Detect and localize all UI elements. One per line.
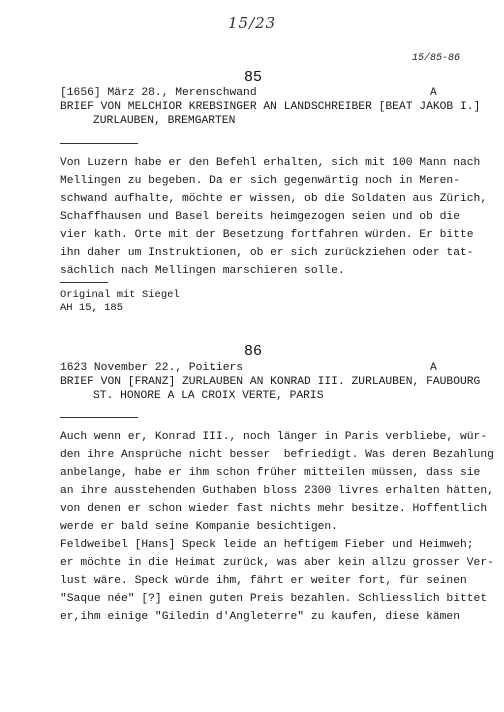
doc85-separator-rule [60, 143, 138, 144]
doc85-title-line-1: BRIEF VON MELCHIOR KREBSINGER AN LANDSCHREIBER [BEAT JAKOB I.] [60, 101, 481, 113]
page-reference: 15/85-86 [412, 53, 461, 64]
doc86-body-line-4: an ihre ausstehenden Guthaben bloss 2300 livres erhalten hätten, [60, 485, 494, 497]
doc85-body-line-2: Mellingen zu begeben. Da er sich gegenwärtig noch in Meren- [60, 175, 460, 187]
doc85-note-original: Original mit Siegel [60, 289, 180, 301]
doc85-notes-rule [60, 282, 108, 283]
handwritten-archive-ref: 15/23 [228, 14, 277, 32]
doc85-letter-type: A [430, 87, 437, 99]
doc86-separator-rule [60, 417, 138, 418]
doc85-body-line-5: vier kath. Orte mit der Besetzung fortfahren würden. Er bitte [60, 229, 474, 241]
doc86-body-line-5: von denen er schon wieder fast nichts mehr besitze. Hoffentlich [60, 503, 488, 515]
doc86-body-line-9: lust wäre. Speck würde ihm, fährt er weiter fort, für seinen [60, 575, 467, 587]
doc86-letter-type: A [430, 362, 437, 374]
doc85-note-archive: AH 15, 185 [60, 302, 124, 314]
doc86-body-line-1: Auch wenn er, Konrad III., noch länger in Paris verbliebe, wür- [60, 431, 488, 443]
document-number-85: 85 [244, 69, 263, 86]
doc86-body-line-2: den ihre Ansprüche nicht besser befriedigt. Was deren Bezahlung [60, 449, 494, 461]
doc86-title-line-1: BRIEF VON [FRANZ] ZURLAUBEN AN KONRAD III. ZURLAUBEN, FAUBOURG [60, 376, 481, 388]
doc86-body-line-6: werde er bald seine Kompanie besichtigen. [60, 521, 338, 533]
doc86-date-place: 1623 November 22., Poitiers [60, 362, 244, 374]
document-number-86: 86 [244, 343, 263, 360]
doc85-body-line-3: schwand aufhalte, möchte er wissen, ob die Soldaten aus Zürich, [60, 193, 488, 205]
doc85-body-line-4: Schaffhausen und Basel bereits heimgezogen seien und ob die [60, 211, 460, 223]
doc85-title-line-2: ZURLAUBEN, BREMGARTEN [93, 115, 236, 127]
doc85-date-place: [1656] März 28., Merenschwand [60, 87, 257, 99]
doc86-body-line-7: Feldweibel [Hans] Speck leide an heftigem Fieber und Heimweh; [60, 539, 474, 551]
doc86-body-line-11: er,ihm einige "Giledin d'Angleterre" zu kaufen, diese kämen [60, 611, 460, 623]
doc86-body-line-8: er möchte in die Heimat zurück, was aber kein allzu grosser Ver- [60, 557, 494, 569]
doc86-title-line-2: ST. HONORE A LA CROIX VERTE, PARIS [93, 390, 324, 402]
doc86-body-line-10: "Saque née" [?] einen guten Preis bezahlen. Schliesslich bittet [60, 593, 488, 605]
doc85-body-line-1: Von Luzern habe er den Befehl erhalten, sich mit 100 Mann nach [60, 157, 481, 169]
doc85-body-line-6: ihn daher um Instruktionen, ob er sich zurückziehen oder tat- [60, 247, 474, 259]
doc85-body-line-7: sächlich nach Mellingen marschieren solle. [60, 265, 345, 277]
doc86-body-line-3: anbelange, habe er ihm schon früher mitteilen müssen, dass sie [60, 467, 481, 479]
